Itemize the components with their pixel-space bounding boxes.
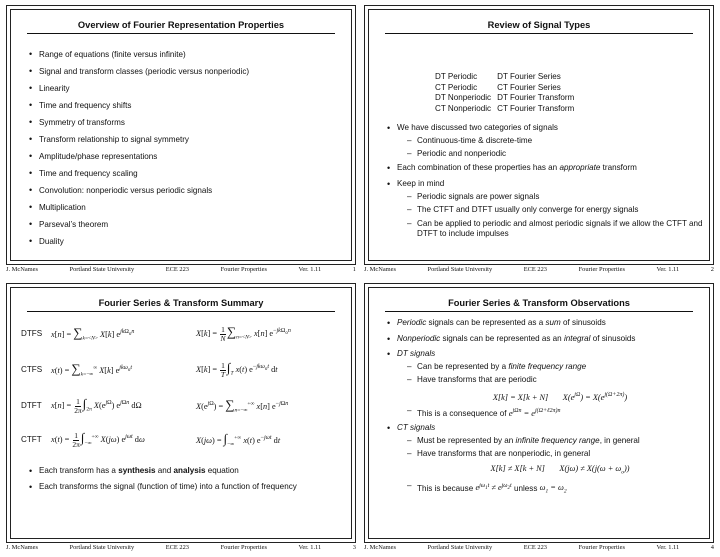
- table-cell: DT Fourier Series: [497, 72, 561, 81]
- sub-bullet: – Periodic and nonperiodic: [407, 149, 703, 160]
- sub-bullet-text: Have transforms that are nonperiodic, in general: [417, 449, 591, 459]
- footer-university: Portland State University: [69, 266, 135, 273]
- bullet: • Multiplication: [29, 199, 345, 216]
- sub-bullet-text-b: , in general: [599, 435, 640, 445]
- table-row: [435, 104, 580, 115]
- sub-bullet: [407, 436, 703, 447]
- ctft-label: CTFT: [21, 434, 42, 444]
- bullet: • Linearity: [29, 80, 345, 97]
- ctft-analysis-equation: $X(j\omega) = \int_{-\infty}^{+\infty}$ x(t) $e^{-j\omega t}$ dt: [196, 430, 281, 448]
- bullet-emphasis: DT signals: [397, 349, 436, 358]
- bullet-emphasis: sum: [545, 318, 561, 327]
- bullet-emphasis: Periodic: [397, 318, 427, 327]
- sub-bullet: – Can be applied to periodic and almost periodic signals if we allow the CTFT and DTFT to include impulses: [407, 219, 703, 240]
- footer-2: [364, 266, 714, 273]
- table-cell: CT Fourier Transform: [497, 103, 575, 113]
- footer-page: 3: [352, 544, 356, 551]
- bullet: • Range of equations (finite versus infinite): [29, 46, 345, 63]
- sub-list: [397, 436, 703, 498]
- bullet: [387, 318, 703, 329]
- table-row: [435, 83, 580, 94]
- bullet: • Time and frequency scaling: [29, 165, 345, 182]
- bullet: • Symmetry of transforms: [29, 114, 345, 131]
- ct-nonperiodicity-equation: X[k] ≠ X[k + N] $X(j\omega) \ne X(j(\omega + \omega_o))$: [490, 463, 630, 476]
- ctfs-row: [21, 360, 347, 379]
- bullet: [387, 349, 703, 419]
- footer-version: Ver. 1.11: [656, 544, 680, 551]
- sub-bullet: – The CTFT and DTFT usually only converge for energy signals: [407, 205, 703, 216]
- footer-1: [6, 266, 356, 273]
- dtft-label: DTFT: [21, 400, 42, 410]
- dtft-row: [21, 396, 347, 415]
- slide-2-bullets: [387, 123, 703, 243]
- bullet-strong: synthesis: [118, 466, 156, 475]
- footer-3: [6, 544, 356, 551]
- bullet-text-a: signals can be represented as a: [426, 318, 546, 327]
- bullet: [387, 334, 703, 345]
- bullet-emphasis: Nonperiodic: [397, 333, 441, 343]
- bullet-emphasis: integral: [563, 333, 591, 343]
- ctfs-label: CTFS: [21, 364, 43, 374]
- bullet-text-b: of sinusoids: [590, 333, 636, 343]
- dtfs-synthesis-equation: $x[n] = \sum_{k=<N>}$ X[k] $e^{jk\Omega_on}$: [51, 324, 135, 342]
- slide-1-title: Overview of Fourier Representation Properties: [27, 20, 335, 34]
- footer-course: ECE 223: [523, 544, 548, 551]
- table-row: [435, 93, 580, 104]
- sub-list: [397, 362, 703, 420]
- dt-periodicity-equation: X[k] = X[k + N] $X(e^{j\Omega}) = X(e^{j(\Omega+2\pi)})$: [492, 391, 628, 402]
- footer-page: 2: [710, 266, 714, 273]
- table-row: [435, 72, 580, 83]
- bullet: • Signal and transform classes (periodic versus nonperiodic): [29, 63, 345, 80]
- slide-3-title: Fourier Series & Transform Summary: [27, 298, 335, 312]
- footer-version: Ver. 1.11: [298, 266, 322, 273]
- bullet: [387, 123, 703, 160]
- slide-4-bullets: [387, 318, 703, 501]
- slide-2: [364, 5, 714, 265]
- footer-topic: Fourier Properties: [220, 266, 267, 273]
- slide-4-title: Fourier Series & Transform Observations: [385, 298, 693, 312]
- sub-bullet: – Continuous-time & discrete-time: [407, 136, 703, 147]
- footer-university: Portland State University: [427, 544, 493, 551]
- sub-bullet: [407, 449, 703, 478]
- dtft-analysis-equation: $X(e^{j\Omega}) = \sum_{n=-\infty}^{+\infty}$ x[n] $e^{-j\Omega n}$: [196, 396, 289, 414]
- sub-bullet-emphasis: finite frequency range: [508, 361, 587, 371]
- bullet: • Convolution: nonperiodic versus periodic signals: [29, 182, 345, 199]
- bullet: • Time and frequency shifts: [29, 97, 345, 114]
- sub-bullet-text: Can be represented by a: [417, 361, 509, 371]
- ctfs-synthesis-equation: $x(t) = \sum_{k=-\infty}^\infty$ X[k] $e^{jk\omega_ot}$: [51, 360, 133, 378]
- footer-version: Ver. 1.11: [298, 544, 322, 551]
- dtfs-label: DTFS: [21, 328, 43, 338]
- table-cell: DT Fourier Transform: [497, 93, 575, 102]
- sub-bullet-text: This is a consequence of: [417, 408, 507, 418]
- sub-bullet-text-a: This is because: [417, 483, 474, 493]
- slide-4: [364, 283, 714, 543]
- dt-consequence-equation: $e^{j\Omega n} = e^{j(\Omega+\ell 2\pi)n}$: [508, 407, 561, 418]
- ct-condition-equation-2: $\omega_1 = \omega_2$: [539, 483, 567, 496]
- bullet-text-b: of sinusoids: [560, 318, 606, 327]
- bullet-text-c: equation: [205, 466, 239, 475]
- table-cell: DT Periodic: [435, 72, 478, 81]
- bullet-text-b: transform: [600, 162, 637, 172]
- sub-bullet: [407, 481, 703, 498]
- sub-bullet: [407, 406, 703, 419]
- bullet: [387, 179, 703, 240]
- bullet: • Each transforms the signal (function of time) into a function of frequency: [29, 482, 345, 493]
- footer-page: 1: [352, 266, 356, 273]
- bullet-text-a: Each combination of these properties has an: [397, 162, 560, 172]
- footer-author: J. McNames: [364, 544, 396, 551]
- table-cell: CT Nonperiodic: [435, 103, 492, 113]
- sub-bullet: – Periodic signals are power signals: [407, 192, 703, 203]
- footer-topic: Fourier Properties: [220, 544, 267, 551]
- slide-3: [6, 283, 356, 543]
- sub-bullet: [407, 362, 703, 373]
- table-cell: DT Nonperiodic: [435, 93, 492, 102]
- bullet-text-a: signals can be represented as an: [440, 333, 564, 343]
- table-cell: CT Periodic: [435, 82, 478, 92]
- bullet: [387, 163, 703, 174]
- footer-page: 4: [710, 544, 714, 551]
- sub-bullet-emphasis: infinite frequency range: [515, 435, 600, 445]
- footer-author: J. McNames: [6, 544, 38, 551]
- ctft-synthesis-equation: x(t) = $\frac{1}{2\pi}$ $\int_{-\infty}^{+\infty}$ X(jω) $e^{j\omega t}$ dω: [51, 430, 145, 449]
- footer-author: J. McNames: [364, 266, 396, 273]
- footer-topic: Fourier Properties: [578, 544, 625, 551]
- footer-university: Portland State University: [427, 266, 493, 273]
- footer-university: Portland State University: [69, 544, 135, 551]
- ctft-row: [21, 430, 347, 449]
- bullet-text-a: Each transform has a: [39, 466, 119, 475]
- dtft-synthesis-equation: x[n] = $\frac{1}{2\pi}$ $\int_{2\pi}$ $X(e^{j\Omega})$ $e^{j\Omega n}$ dΩ: [51, 396, 142, 415]
- sub-list: [397, 192, 703, 240]
- dtfs-row: [21, 324, 347, 343]
- dtfs-analysis-equation: X[k] = $\frac{1}{N}$ $\sum_{n=<N>}$ x[n] $e^{-jk\Omega_on}$: [196, 324, 291, 343]
- footer-topic: Fourier Properties: [578, 266, 625, 273]
- footer-course: ECE 223: [523, 266, 548, 273]
- bullet: [29, 466, 345, 477]
- sub-list: [397, 136, 703, 160]
- signal-type-table: [435, 72, 580, 114]
- footer-4: [364, 544, 714, 551]
- slide-3-bullets: [29, 466, 345, 492]
- bullet-text: Keep in mind: [397, 179, 445, 188]
- slide-2-title: Review of Signal Types: [385, 20, 693, 34]
- footer-author: J. McNames: [6, 266, 38, 273]
- sub-bullet-text: Have transforms that are periodic: [417, 375, 537, 384]
- bullet: • Parseval’s theorem: [29, 216, 345, 233]
- bullet: • Transform relationship to signal symmetry: [29, 131, 345, 148]
- bullet: • Duality: [29, 233, 345, 250]
- bullet-text-b: and: [155, 466, 174, 475]
- bullet: • Amplitude/phase representations: [29, 148, 345, 165]
- slide-1-bullets: [29, 46, 345, 250]
- bullet-text: We have discussed two categories of signals: [397, 123, 558, 132]
- sub-bullet: [407, 375, 703, 403]
- footer-version: Ver. 1.11: [656, 266, 680, 273]
- footer-course: ECE 223: [165, 544, 190, 551]
- sub-bullet-text-b: unless: [513, 483, 538, 493]
- bullet: [387, 423, 703, 498]
- bullet-emphasis: CT signals: [397, 423, 436, 433]
- ct-condition-equation: $e^{j\omega_1t} \ne e^{j\omega_2t}$: [475, 482, 512, 493]
- ctfs-analysis-equation: X[k] = $\frac{1}{T}$ $\int_T$ x(t) $e^{-jk\omega_ot}$ dt: [196, 360, 278, 379]
- sub-bullet-text-a: Must be represented by an: [417, 435, 516, 445]
- table-cell: CT Fourier Series: [497, 82, 561, 92]
- slide-1: [6, 5, 356, 265]
- footer-course: ECE 223: [165, 266, 190, 273]
- bullet-emphasis: appropriate: [559, 162, 601, 172]
- bullet-strong: analysis: [173, 466, 206, 475]
